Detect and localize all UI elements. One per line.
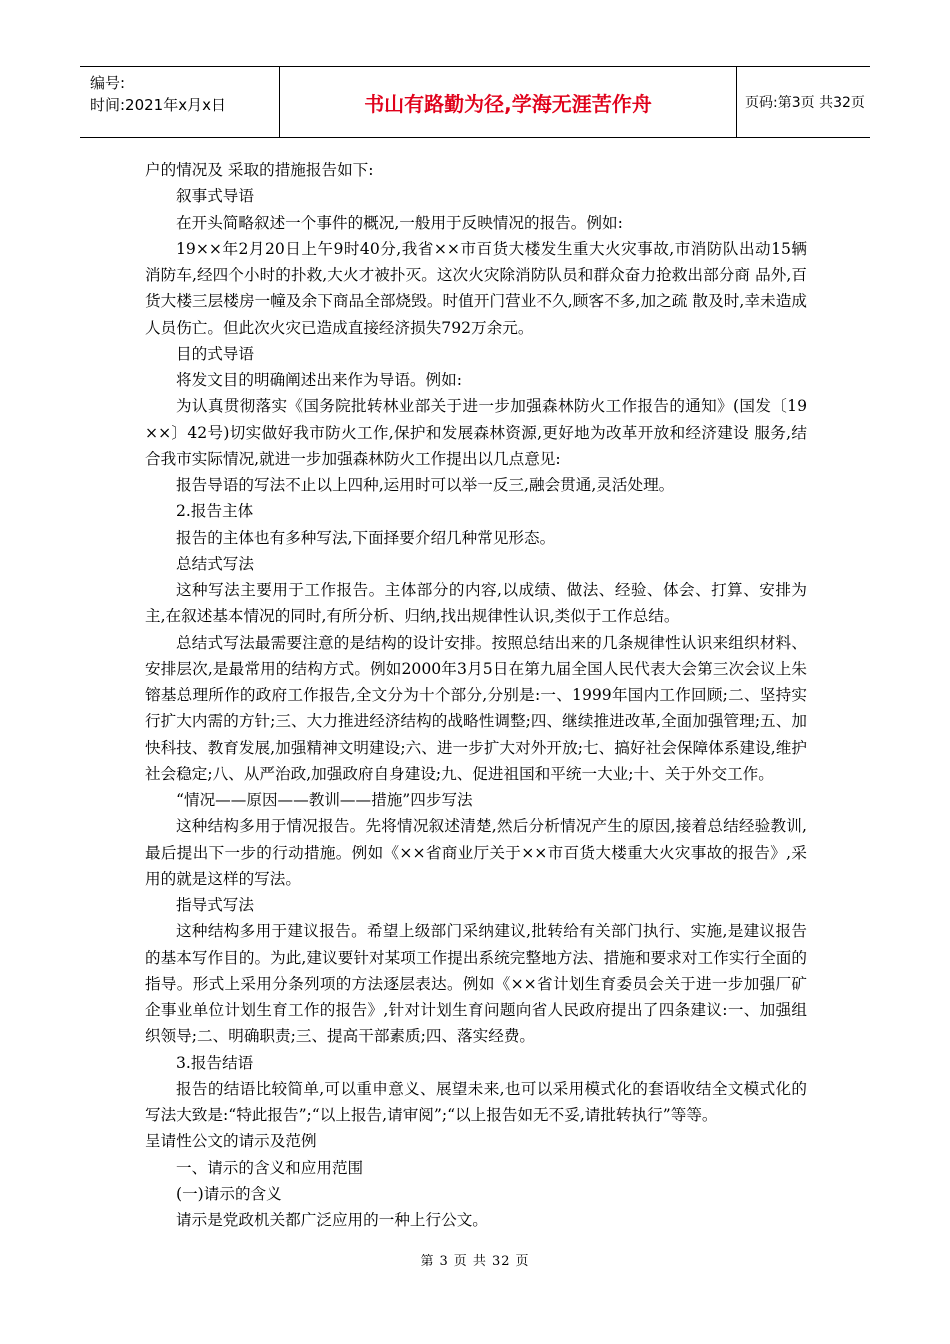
body-paragraph: 请示是党政机关都广泛应用的一种上行公文。 [176,1211,488,1229]
body-paragraph: 叙事式导语 [176,187,254,206]
body-paragraph: 指导式写法 [176,896,254,914]
body-paragraph: 这种写法主要用于工作报告。主体部分的内容,以成绩、做法、经验、体会、打算、安排为主,在叙述基本情况的同时,有所分析、归纳,找出规律性认识,类似于工作总结。 [145,581,807,626]
document-date-label: 时间:2021年x月x日 [90,96,226,114]
body-paragraph: 报告的主体也有多种写法,下面择要介绍几种常见形态。 [176,528,556,547]
body-paragraph: 一、请示的含义和应用范围 [176,1158,364,1177]
page-header [80,66,870,138]
body-paragraph: 目的式导语 [176,344,254,363]
footer-prefix: 第 [420,1254,435,1269]
body-paragraph: 这种结构多用于建议报告。希望上级部门采纳建议,批转给有关部门执行、实施,是建议报告的基本写作目的。为此,建议要针对某项工作提出系统完整地方法、措施和要求对工作实行全面的指导。形式上采用分条列项的方法逐层表达。例如《××省计划生育委员会关于进一步加强厂矿企事业单位计划生育工作的报告》,针对计划生育问题向省人民政府提出了四条建议:一、加强组织领导;二、明确职责;三、提高干部素质;四、落实经费。 [145,922,807,1046]
body-paragraph: (一)请示的含义 [176,1184,282,1203]
document-body [145,157,807,1233]
footer-middle: 页 共 [453,1254,487,1269]
body-paragraph: 户的情况及 采取的措施报告如下: [145,161,374,179]
body-paragraph: 19××年2月20日上午9时40分,我省××市百货大楼发生重大火灾事故,市消防队出动15辆 消防车,经四个小时的扑救,大火才被扑灭。这次火灾除消防队员和群众奋力抢救出部分商 品外,百货大楼三层楼房一幢及余下商品全部烧毁。时值开门营业不久,顾客不多,加之疏 散及时,幸未造成人员伤亡。但此次火灾已造成直接经济损失792万余元。 [145,239,807,337]
body-paragraph: 2.报告主体 [176,502,254,521]
body-paragraph: 报告的结语比较简单,可以重申意义、展望未来,也可以采用模式化的套语收结全文模式化的写法大致是:“特此报告”;“以上报告,请审阅”;“以上报告如无不妥,请批转执行”等等。 [145,1079,807,1124]
footer-page-number: 3 [439,1254,449,1269]
body-paragraph: 报告导语的写法不止以上四种,运用时可以举一反三,融会贯通,灵活处理。 [176,476,675,494]
body-paragraph: 将发文目的明确阐述出来作为导语。例如: [176,371,462,389]
header-motto: 书山有路勤为径,学海无涯苦作舟 [280,67,737,137]
body-paragraph: 在开头简略叙述一个事件的概况,一般用于反映情况的报告。例如: [176,213,623,232]
document-number-label: 编号: [90,74,126,92]
body-paragraph: 总结式写法 [176,554,254,573]
header-page-info: 页码:第3页 共32页 [745,95,865,111]
body-paragraph: 呈请性公文的请示及范例 [145,1132,317,1151]
footer-suffix: 页 [515,1254,530,1269]
body-paragraph: 这种结构多用于情况报告。先将情况叙述清楚,然后分析情况产生的原因,接着总结经验教训,最后提出下一步的行动措施。例如《××省商业厅关于××市百货大楼重大火灾事故的报告》,采用的就是这样的写法。 [145,817,807,888]
footer-total-pages: 32 [491,1254,511,1269]
body-paragraph: “情况——原因——教训——措施”四步写法 [176,791,473,809]
page-footer [0,1250,950,1269]
header-meta [80,67,280,137]
body-paragraph: 为认真贯彻落实《国务院批转林业部关于进一步加强森林防火工作报告的通知》(国发〔19 ××〕42号)切实做好我市防火工作,保护和发展森林资源,更好地为改革开放和经济建设 服务,结合我市实际情况,就进一步加强森林防火工作提出以几点意见: [145,397,807,468]
body-paragraph: 总结式写法最需要注意的是结构的设计安排。按照总结出来的几条规律性认识来组织材料、安排层次,是最常用的结构方式。例如2000年3月5日在第九届全国人民代表大会第三次会议上朱镕基总理所作的政府工作报告,全文分为十个部分,分别是:一、1999年国内工作回顾;二、坚持实行扩大内需的方针;三、大力推进经济结构的战略性调整;四、继续推进改革,全面加强管理;五、加快科技、教育发展,加强精神文明建设;六、进一步扩大对外开放;七、搞好社会保障体系建设,维护社会稳定;八、从严治政,加强政府自身建设;九、促进祖国和平统一大业;十、关于外交工作。 [145,633,807,783]
body-paragraph: 3.报告结语 [176,1053,254,1072]
